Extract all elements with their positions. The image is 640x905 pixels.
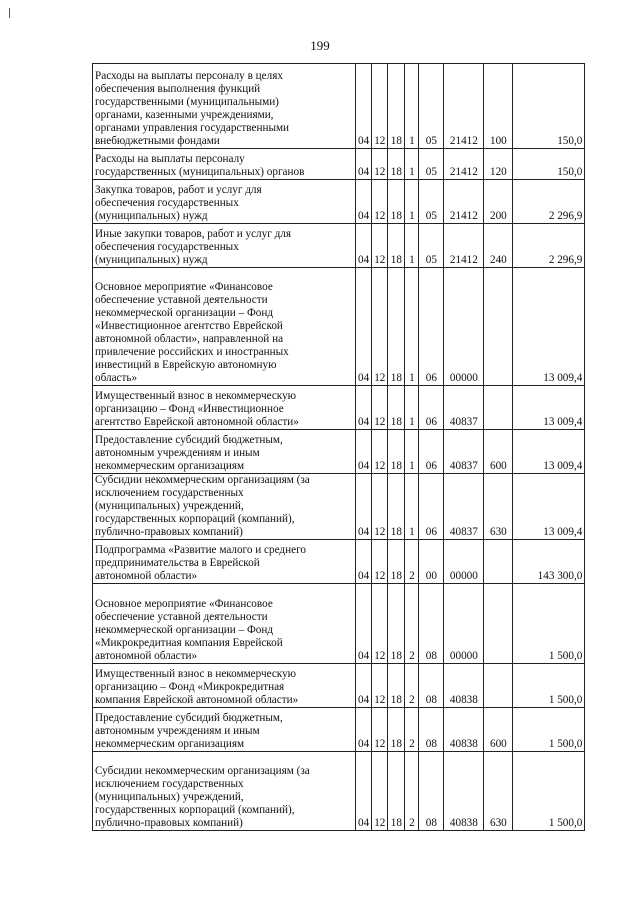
amount-cell: 1 500,0	[513, 708, 585, 752]
direction-code-cell: 40837	[444, 386, 484, 430]
direction-code-cell: 40837	[444, 474, 484, 540]
subsection-code-cell: 12	[372, 224, 388, 268]
activity-code-cell: 06	[419, 474, 444, 540]
table-body	[93, 64, 585, 831]
table-row	[93, 430, 585, 474]
table-row	[93, 180, 585, 224]
program-code-cell: 18	[388, 149, 405, 180]
activity-code-cell: 08	[419, 708, 444, 752]
expense-name-text: Расходы на выплаты персоналу в целях обеспечения выполнения функций государственными (муниципальными) органами, казенными учреждениями, органами управления государственными внебюджетными фондами	[95, 70, 290, 147]
expense-type-code-cell: 240	[484, 224, 513, 268]
table-row	[93, 664, 585, 708]
section-code-cell: 04	[356, 386, 372, 430]
table-row	[93, 149, 585, 180]
program-code-cell: 18	[388, 752, 405, 831]
subsection-code-cell: 12	[372, 752, 388, 831]
expense-name-cell	[93, 268, 356, 386]
table-row	[93, 64, 585, 149]
program-code-cell: 18	[388, 180, 405, 224]
amount-cell: 150,0	[513, 64, 585, 149]
expense-type-code-cell	[484, 540, 513, 584]
subprogram-code-cell: 2	[405, 584, 419, 664]
subsection-code-cell: 12	[372, 708, 388, 752]
activity-code-cell: 08	[419, 664, 444, 708]
subprogram-code-cell: 1	[405, 386, 419, 430]
amount-cell: 13 009,4	[513, 268, 585, 386]
program-code-cell: 18	[388, 708, 405, 752]
expense-name-text: Предоставление субсидий бюджетным, автономным учреждениям и иным некоммерческим организациям	[95, 434, 283, 472]
subprogram-code-cell: 1	[405, 180, 419, 224]
table-row	[93, 386, 585, 430]
expense-name-cell	[93, 386, 356, 430]
activity-code-cell: 08	[419, 752, 444, 831]
table-row	[93, 584, 585, 664]
expense-type-code-cell	[484, 664, 513, 708]
expense-name-cell	[93, 584, 356, 664]
amount-cell: 150,0	[513, 149, 585, 180]
expense-name-text: Субсидии некоммерческим организациям (за исключением государственных (муниципальных) учреждений, государственных корпораций (компаний), публично-правовых компаний)	[95, 474, 310, 538]
expense-type-code-cell: 600	[484, 708, 513, 752]
subsection-code-cell: 12	[372, 386, 388, 430]
amount-cell: 2 296,9	[513, 224, 585, 268]
table-row	[93, 540, 585, 584]
activity-code-cell: 05	[419, 180, 444, 224]
subsection-code-cell: 12	[372, 149, 388, 180]
amount-cell: 1 500,0	[513, 584, 585, 664]
budget-table	[92, 63, 585, 831]
amount-cell: 143 300,0	[513, 540, 585, 584]
direction-code-cell: 40838	[444, 752, 484, 831]
expense-name-text: Субсидии некоммерческим организациям (за исключением государственных (муниципальных) учреждений, государственных корпораций (компаний), публично-правовых компаний)	[95, 765, 310, 829]
table-row	[93, 752, 585, 831]
program-code-cell: 18	[388, 584, 405, 664]
amount-cell: 2 296,9	[513, 180, 585, 224]
expense-name-text: Предоставление субсидий бюджетным, автономным учреждениям и иным некоммерческим организациям	[95, 712, 283, 750]
program-code-cell: 18	[388, 430, 405, 474]
page-number: 199	[310, 38, 330, 53]
expense-name-text: Имущественный взнос в некоммерческую организацию – Фонд «Микрокредитная компания Еврейской автономной области»	[95, 668, 299, 706]
direction-code-cell: 21412	[444, 64, 484, 149]
expense-name-cell	[93, 540, 356, 584]
section-code-cell: 04	[356, 64, 372, 149]
direction-code-cell: 00000	[444, 268, 484, 386]
section-code-cell: 04	[356, 752, 372, 831]
expense-type-code-cell: 600	[484, 430, 513, 474]
direction-code-cell: 40838	[444, 664, 484, 708]
subsection-code-cell: 12	[372, 474, 388, 540]
expense-type-code-cell: 120	[484, 149, 513, 180]
subprogram-code-cell: 2	[405, 540, 419, 584]
section-code-cell: 04	[356, 430, 372, 474]
activity-code-cell: 05	[419, 149, 444, 180]
expense-name-text: Расходы на выплаты персоналу государственных (муниципальных) органов	[95, 153, 305, 178]
subprogram-code-cell: 2	[405, 664, 419, 708]
activity-code-cell: 05	[419, 224, 444, 268]
subsection-code-cell: 12	[372, 430, 388, 474]
section-code-cell: 04	[356, 540, 372, 584]
subsection-code-cell: 12	[372, 584, 388, 664]
expense-name-cell	[93, 149, 356, 180]
subsection-code-cell: 12	[372, 64, 388, 149]
amount-cell: 13 009,4	[513, 474, 585, 540]
program-code-cell: 18	[388, 540, 405, 584]
expense-name-text: Основное мероприятие «Финансовое обеспечение уставной деятельности некоммерческой организации – Фонд «Инвестиционное агентство Еврейской автономной области», направленной на привлечение российских и иностранных инвестиций в Еврейскую автономную область»	[95, 281, 289, 384]
activity-code-cell: 05	[419, 64, 444, 149]
expense-name-text: Закупка товаров, работ и услуг для обеспечения государственных (муниципальных) нужд	[95, 184, 262, 222]
expense-type-code-cell	[484, 386, 513, 430]
expense-type-code-cell: 630	[484, 474, 513, 540]
subsection-code-cell: 12	[372, 664, 388, 708]
expense-type-code-cell: 100	[484, 64, 513, 149]
table-row	[93, 224, 585, 268]
amount-cell: 13 009,4	[513, 430, 585, 474]
expense-name-cell	[93, 752, 356, 831]
activity-code-cell: 08	[419, 584, 444, 664]
section-code-cell: 04	[356, 268, 372, 386]
program-code-cell: 18	[388, 224, 405, 268]
section-code-cell: 04	[356, 474, 372, 540]
expense-name-cell	[93, 708, 356, 752]
amount-cell: 13 009,4	[513, 386, 585, 430]
direction-code-cell: 00000	[444, 584, 484, 664]
direction-code-cell: 00000	[444, 540, 484, 584]
table-row	[93, 474, 585, 540]
expense-name-text: Имущественный взнос в некоммерческую организацию – Фонд «Инвестиционное агентство Еврейской автономной области»	[95, 390, 299, 428]
expense-name-text: Подпрограмма «Развитие малого и среднего предпринимательства в Еврейской автономной области»	[95, 544, 306, 582]
expense-name-cell	[93, 64, 356, 149]
direction-code-cell: 40838	[444, 708, 484, 752]
expense-type-code-cell	[484, 268, 513, 386]
expense-name-text: Иные закупки товаров, работ и услуг для обеспечения государственных (муниципальных) нужд	[95, 228, 292, 266]
subprogram-code-cell: 1	[405, 430, 419, 474]
subprogram-code-cell: 2	[405, 752, 419, 831]
direction-code-cell: 21412	[444, 224, 484, 268]
activity-code-cell: 06	[419, 430, 444, 474]
direction-code-cell: 21412	[444, 180, 484, 224]
section-code-cell: 04	[356, 180, 372, 224]
subsection-code-cell: 12	[372, 540, 388, 584]
subsection-code-cell: 12	[372, 180, 388, 224]
expense-name-text: Основное мероприятие «Финансовое обеспечение уставной деятельности некоммерческой организации – Фонд «Микрокредитная компания Еврейской автономной области»	[95, 598, 283, 662]
expense-name-cell	[93, 430, 356, 474]
table-row	[93, 268, 585, 386]
amount-cell: 1 500,0	[513, 664, 585, 708]
section-code-cell: 04	[356, 708, 372, 752]
expense-name-cell	[93, 664, 356, 708]
expense-type-code-cell	[484, 584, 513, 664]
section-code-cell: 04	[356, 584, 372, 664]
direction-code-cell: 40837	[444, 430, 484, 474]
subprogram-code-cell: 1	[405, 64, 419, 149]
activity-code-cell: 06	[419, 268, 444, 386]
expense-type-code-cell: 200	[484, 180, 513, 224]
scan-edge-mark	[9, 8, 10, 18]
section-code-cell: 04	[356, 664, 372, 708]
program-code-cell: 18	[388, 268, 405, 386]
expense-name-cell	[93, 474, 356, 540]
subsection-code-cell: 12	[372, 268, 388, 386]
program-code-cell: 18	[388, 64, 405, 149]
subprogram-code-cell: 1	[405, 149, 419, 180]
subprogram-code-cell: 1	[405, 474, 419, 540]
program-code-cell: 18	[388, 474, 405, 540]
expense-name-cell	[93, 224, 356, 268]
subprogram-code-cell: 2	[405, 708, 419, 752]
amount-cell: 1 500,0	[513, 752, 585, 831]
expense-type-code-cell: 630	[484, 752, 513, 831]
section-code-cell: 04	[356, 224, 372, 268]
expense-name-cell	[93, 180, 356, 224]
program-code-cell: 18	[388, 664, 405, 708]
activity-code-cell: 00	[419, 540, 444, 584]
table-row	[93, 708, 585, 752]
program-code-cell: 18	[388, 386, 405, 430]
subprogram-code-cell: 1	[405, 224, 419, 268]
activity-code-cell: 06	[419, 386, 444, 430]
subprogram-code-cell: 1	[405, 268, 419, 386]
section-code-cell: 04	[356, 149, 372, 180]
direction-code-cell: 21412	[444, 149, 484, 180]
